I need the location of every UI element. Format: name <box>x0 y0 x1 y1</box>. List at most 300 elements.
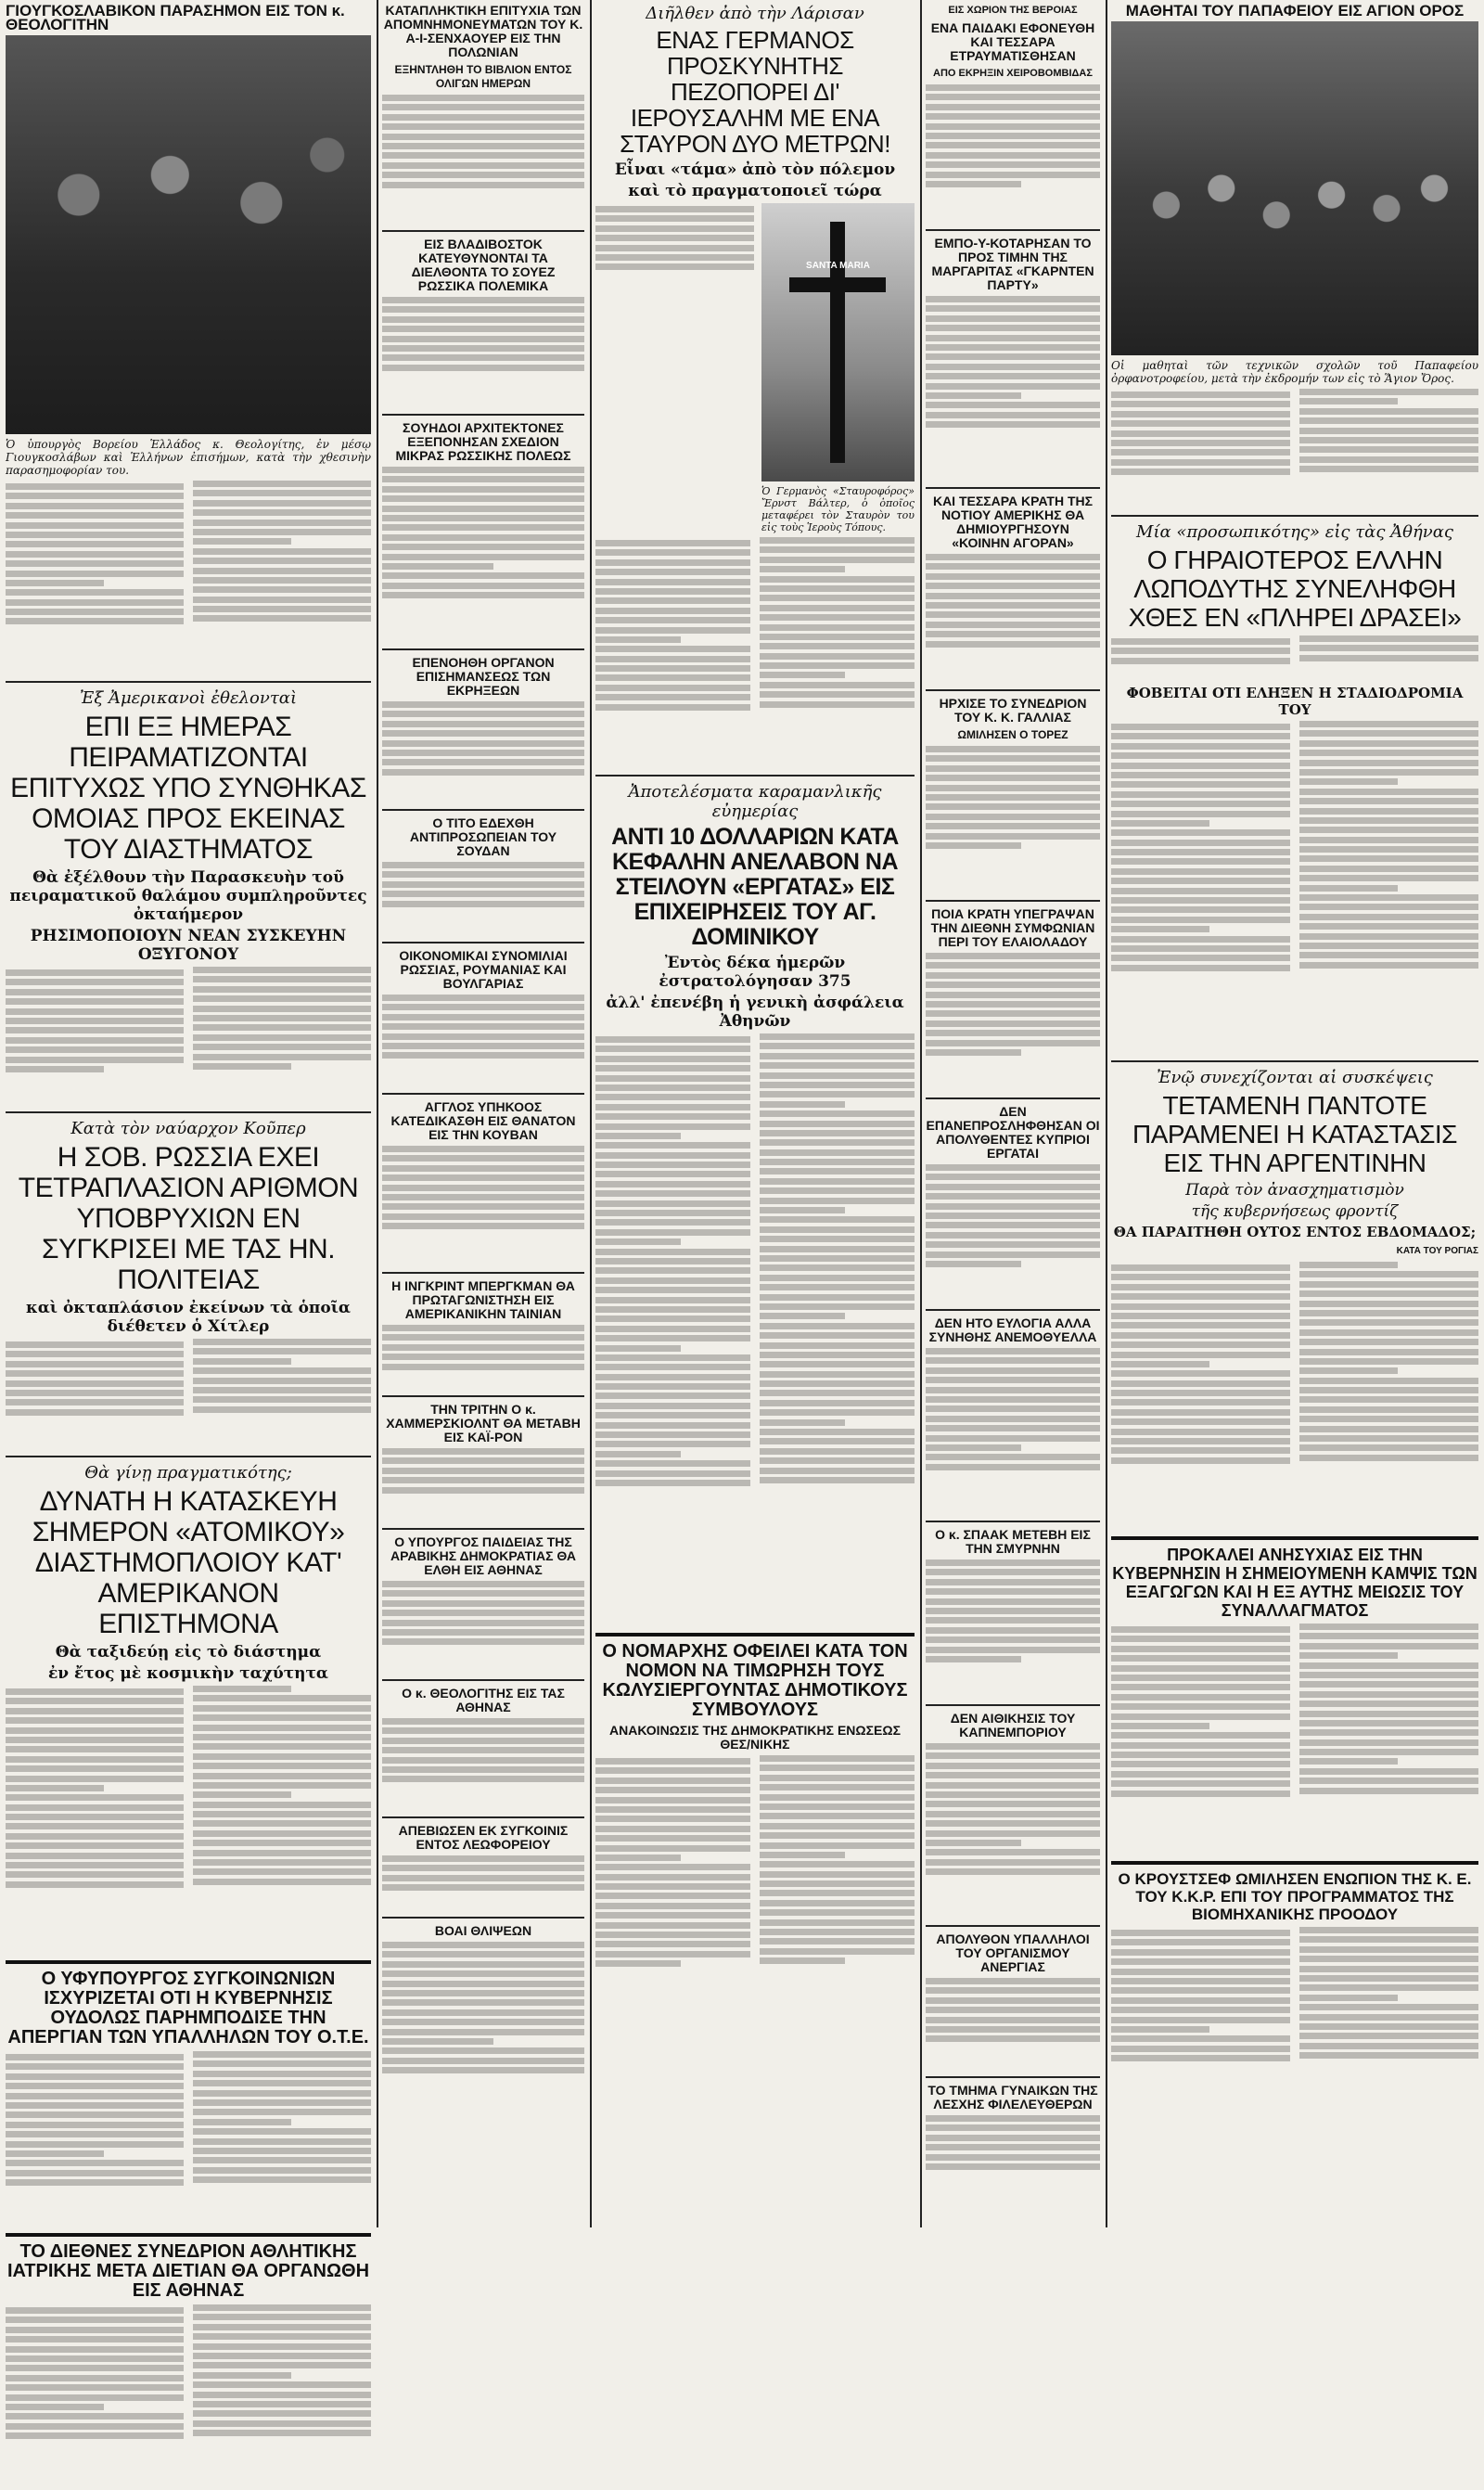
text-line <box>595 1094 750 1100</box>
article-body <box>926 296 1100 481</box>
text-line <box>382 1146 584 1152</box>
text-line <box>6 1717 184 1724</box>
text-line <box>1299 721 1478 727</box>
text-line <box>595 1451 681 1457</box>
text-line <box>193 2051 371 2058</box>
headline: Ο ΥΦΥΠΟΥΡΓΟΣ ΣΥΓΚΟΙΝΩΝΙΩΝ ΙΣΧΥΡΙΖΕΤΑΙ ΟΤΙ Η ΚΥΒΕΡΝΗΣΙΣ ΟΥΔΟΛΩΣ ΠΑΡΗΜΠΟΔΙΣΕ ΤΗΝ ΑΠΕΡΓΙΑΝ ΤΩΝ ΥΠΑΛΛΗΛΩΝ ΤΟΥ Ο.Τ.Ε. <box>7 1969 369 2047</box>
text-line <box>760 1275 915 1281</box>
text-line <box>193 2343 371 2350</box>
text-line <box>193 529 371 535</box>
text-line <box>760 1909 915 1916</box>
text-line <box>193 1734 371 1740</box>
article-body <box>926 2115 1100 2199</box>
text-line <box>193 2109 371 2115</box>
text-line <box>926 133 1100 139</box>
subheadline: ΩΜΙΛΗΣΕΝ Ο ΤΟΡΕΖ <box>957 728 1068 741</box>
text-line <box>6 1370 184 1377</box>
text-line <box>1111 2026 1209 2033</box>
text-line <box>193 500 371 507</box>
photo-students-mount-athos <box>1111 21 1478 355</box>
text-line <box>6 1833 184 1840</box>
text-line <box>382 563 493 570</box>
text-line <box>1111 658 1290 664</box>
article-body <box>1111 721 1478 1055</box>
text-line <box>1111 2035 1290 2042</box>
text-line <box>193 1406 371 1413</box>
text-line <box>6 2317 184 2323</box>
text-line <box>760 1332 915 1339</box>
text-line <box>1299 1406 1478 1413</box>
text-line <box>926 1232 1100 1239</box>
text-line <box>1111 1409 1290 1416</box>
text-line <box>760 1957 845 1964</box>
text-line <box>760 1457 915 1464</box>
headline: ΑΠΕΒΙΩΣΕΝ ΕΚ ΣΥΓΚΟΙΝΙΣ ΕΝΤΟΣ ΛΕΩΦΟΡΕΙΟΥ <box>398 1823 569 1852</box>
text-line <box>595 1345 681 1352</box>
text-line <box>382 583 584 589</box>
text-line <box>595 1335 750 1341</box>
text-line <box>6 1351 184 1357</box>
text-line <box>6 512 184 519</box>
text-line <box>926 1184 1100 1190</box>
text-line <box>760 1755 915 1762</box>
text-line <box>382 1855 584 1862</box>
column-rule <box>920 0 922 2227</box>
text-line <box>760 1043 915 1049</box>
text-line <box>193 490 371 496</box>
text-line <box>193 1791 291 1798</box>
text-line <box>760 1303 915 1310</box>
text-line <box>760 1400 915 1406</box>
text-line <box>1299 1946 1478 1953</box>
text-line <box>926 814 1100 820</box>
article-body <box>382 1718 584 1811</box>
text-line <box>1111 1313 1290 1319</box>
text-line <box>382 592 584 598</box>
text-line <box>1111 1713 1290 1720</box>
text-line <box>6 1018 184 1024</box>
photo-headline: ΜΑΘΗΤΑΙ ΤΟΥ ΠΑΠΑΦΕΙΟΥ ΕΙΣ ΑΓΙΟΝ ΟΡΟΣ <box>1125 2 1465 19</box>
text-line <box>926 1559 1100 1566</box>
text-line <box>760 1033 915 1040</box>
text-line <box>1299 1426 1478 1432</box>
text-line <box>382 1477 584 1483</box>
text-line <box>760 1130 915 1136</box>
headline: ΤΕΤΑΜΕΝΗ ΠΑΝΤΟΤΕ ΠΑΡΑΜΕΝΕΙ Η ΚΑΤΑΣΤΑΣΙΣ ΕΙΣ ΤΗΝ ΑΡΓΕΝΤΙΝΗΝ <box>1132 1091 1457 1177</box>
text-line <box>1299 1788 1478 1794</box>
text-line <box>1111 430 1290 437</box>
text-line <box>1299 798 1478 804</box>
text-line <box>926 1001 1100 1008</box>
text-line <box>382 1004 584 1010</box>
text-line <box>595 1941 750 1947</box>
text-line <box>1111 1987 1290 1994</box>
text-line <box>1299 914 1478 920</box>
text-line <box>1111 820 1209 827</box>
text-line <box>382 467 584 473</box>
text-line <box>382 2058 584 2064</box>
article-body <box>6 481 371 675</box>
article-body <box>1111 1927 1478 2112</box>
text-line <box>1111 965 1290 971</box>
article-body <box>382 995 584 1087</box>
text-line <box>595 215 754 222</box>
text-line <box>1111 781 1290 788</box>
text-line <box>193 1024 371 1031</box>
text-line <box>1111 1418 1290 1425</box>
kicker: Ἐνῷ συνεχίζονται αἱ συσκέψεις <box>1157 1068 1433 1087</box>
article-body <box>382 701 584 803</box>
text-line <box>382 711 584 717</box>
text-line <box>926 383 1100 390</box>
text-line <box>1299 1749 1478 1755</box>
text-line <box>1111 917 1290 923</box>
article-body <box>382 1942 584 2127</box>
article-body <box>1111 1262 1478 1531</box>
text-line <box>926 1588 1100 1595</box>
text-line <box>1111 1930 1290 1936</box>
text-line <box>926 2154 1100 2161</box>
text-line <box>595 1806 750 1813</box>
text-line <box>382 1766 584 1773</box>
text-line <box>382 1718 584 1725</box>
article-body <box>926 1164 1100 1303</box>
text-line <box>760 653 915 660</box>
text-line <box>1299 923 1478 930</box>
text-line <box>1111 1390 1290 1396</box>
headline: ΒΟΑΙ ΘΛΙΨΕΩΝ <box>434 1923 532 1938</box>
text-line <box>760 1438 915 1444</box>
article-body <box>926 554 1100 684</box>
text-line <box>1299 1378 1478 1384</box>
text-line <box>760 1352 915 1358</box>
text-line <box>193 2128 371 2135</box>
text-line <box>6 2170 184 2176</box>
text-line <box>926 2035 1100 2042</box>
text-line <box>1111 1675 1290 1681</box>
text-line <box>382 572 584 579</box>
headline: ΣΟΥΗΔΟΙ ΑΡΧΙΤΕΚΤΟΝΕΣ ΕΞΕΠΟΝΗΣΑΝ ΣΧΕΔΙΟΝ ΜΙΚΡΑΣ ΡΩΣΣΙΚΗΣ ΠΟΛΕΩΣ <box>395 420 571 463</box>
text-line <box>1299 1768 1478 1775</box>
text-line <box>382 1023 584 1030</box>
text-line <box>926 1213 1100 1219</box>
text-line <box>760 1813 915 1819</box>
text-line <box>595 1480 750 1486</box>
text-line <box>1111 840 1290 846</box>
text-line <box>6 969 184 976</box>
text-line <box>382 2019 584 2025</box>
text-line <box>926 1010 1100 1017</box>
text-line <box>1111 411 1290 417</box>
text-line <box>1111 1978 1290 1984</box>
text-line <box>1111 1370 1290 1377</box>
text-line <box>926 1811 1100 1817</box>
text-line <box>595 245 754 251</box>
text-line <box>193 1763 371 1769</box>
text-line <box>926 962 1100 969</box>
text-line <box>193 1348 371 1354</box>
text-line <box>382 769 584 776</box>
text-line <box>1299 1984 1478 1991</box>
text-line <box>193 1054 371 1060</box>
text-line <box>595 1903 750 1909</box>
text-line <box>193 2138 371 2145</box>
text-line <box>382 759 584 765</box>
text-line <box>926 113 1100 120</box>
text-line <box>193 2080 371 2086</box>
text-line <box>6 1765 184 1772</box>
text-line <box>595 1797 750 1803</box>
text-line <box>6 1727 184 1734</box>
text-line <box>1299 1396 1478 1403</box>
text-line <box>1299 1319 1478 1326</box>
text-line <box>595 1046 750 1052</box>
text-line <box>595 1354 750 1361</box>
text-line <box>1299 1681 1478 1688</box>
text-line <box>1111 2007 1290 2013</box>
text-line <box>1111 1636 1290 1642</box>
text-line <box>193 1006 371 1012</box>
text-line <box>926 1840 1021 1846</box>
text-line <box>1299 1691 1478 1698</box>
text-line <box>926 1405 1100 1412</box>
text-line <box>595 1036 750 1043</box>
text-line <box>595 656 750 662</box>
text-line <box>926 172 1100 178</box>
text-line <box>760 1198 915 1204</box>
text-line <box>760 1091 915 1097</box>
text-line <box>926 2115 1100 2122</box>
text-line <box>926 1830 1100 1837</box>
text-line <box>926 622 1100 628</box>
text-line <box>760 605 915 611</box>
text-line <box>595 235 754 241</box>
text-line <box>926 152 1100 159</box>
headline: Ο κ. ΣΠΑΑΚ ΜΕΤΕΒΗ ΕΙΣ ΤΗΝ ΣΜΥΡΝΗΝ <box>935 1527 1091 1556</box>
text-line <box>1111 1684 1290 1690</box>
text-line <box>595 627 750 634</box>
text-line <box>382 306 584 313</box>
article-body <box>382 1325 584 1390</box>
text-line <box>193 1725 371 1731</box>
text-line <box>926 631 1100 637</box>
text-line <box>6 2054 184 2060</box>
column-2 <box>382 0 584 2227</box>
text-line <box>595 1326 750 1332</box>
text-line <box>382 476 584 482</box>
text-line <box>382 2029 584 2035</box>
text-line <box>6 2083 184 2089</box>
text-line <box>193 548 371 555</box>
text-line <box>193 481 371 487</box>
text-line <box>926 1752 1100 1759</box>
text-line <box>193 2401 371 2407</box>
text-line <box>193 995 371 1002</box>
text-line <box>1299 778 1398 785</box>
text-line <box>193 538 291 545</box>
text-line <box>926 1251 1100 1258</box>
text-line <box>926 305 1100 312</box>
text-line <box>382 1638 584 1645</box>
text-line <box>382 1747 584 1753</box>
text-line <box>760 1890 915 1896</box>
text-line <box>193 2148 371 2154</box>
text-line <box>6 1871 184 1878</box>
text-line <box>760 1187 915 1194</box>
text-line <box>1111 391 1290 398</box>
text-line <box>595 1778 750 1784</box>
text-line <box>193 1034 371 1041</box>
text-line <box>1111 829 1290 836</box>
text-line <box>382 730 584 737</box>
text-line <box>926 373 1100 379</box>
text-line <box>595 1123 750 1130</box>
text-line <box>926 1222 1100 1228</box>
text-line <box>595 1932 750 1938</box>
text-line <box>595 1460 750 1467</box>
text-line <box>193 1879 371 1885</box>
text-line <box>1299 933 1478 940</box>
text-line <box>1111 638 1290 645</box>
text-line <box>382 721 584 727</box>
text-line <box>760 1159 915 1165</box>
text-line <box>382 1165 584 1172</box>
text-line <box>760 1264 915 1271</box>
column-1 <box>6 0 371 2301</box>
text-line <box>926 142 1100 148</box>
text-line <box>760 566 845 572</box>
text-line <box>1299 1290 1478 1297</box>
text-line <box>1111 1332 1290 1339</box>
column-rule <box>590 0 592 2227</box>
text-line <box>926 1203 1100 1210</box>
text-line <box>382 2047 584 2054</box>
text-line <box>1111 849 1290 855</box>
headline: Η ΙΝΓΚΡΙΝΤ ΜΠΕΡΓΚΜΑΝ ΘΑ ΠΡΩΤΑΓΩΝΙΣΤΗΣΗ ΕΙΣ ΑΜΕΡΙΚΑΝΙΚΗΝ ΤΑΙΝΙΑΝ <box>391 1278 575 1321</box>
text-line <box>926 335 1100 341</box>
text-line <box>382 345 584 352</box>
text-line <box>926 94 1100 100</box>
photo-caption: Ὁ Γερμανὸς «Σταυροφόρος» Ἔρνστ Βάλτερ, ὁ ὁποῖος μεταφέρει τὸν Σταυρὸν του εἰς τοὺς Ἱεροὺς Τόπους. <box>761 485 915 533</box>
text-line <box>760 1371 915 1378</box>
text-line <box>193 1358 291 1365</box>
text-line <box>595 685 750 691</box>
text-line <box>760 1255 915 1262</box>
text-line <box>595 1787 750 1793</box>
article-body <box>595 537 915 769</box>
text-line <box>1299 1975 1478 1982</box>
text-line <box>926 785 1100 791</box>
headline: ΔΕΝ ΕΠΑΝΕΠΡΟΣΛΗΦΘΗΣΑΝ ΟΙ ΑΠΟΛΥΘΕΝΤΕΣ ΚΥΠΡΙΟΙ ΕΡΓΑΤΑΙ <box>926 1104 1100 1161</box>
text-line <box>1299 789 1478 795</box>
text-line <box>760 1178 915 1185</box>
text-line <box>760 1409 915 1416</box>
text-line <box>382 2067 584 2073</box>
text-line <box>760 1207 845 1213</box>
text-line <box>1299 1435 1478 1442</box>
text-line <box>6 589 184 596</box>
column-rule <box>1106 0 1107 2227</box>
text-line <box>1111 801 1290 807</box>
text-line <box>6 2355 184 2362</box>
text-line <box>382 1174 584 1181</box>
text-line <box>382 326 584 332</box>
text-line <box>1299 645 1478 651</box>
article-body <box>382 95 584 225</box>
text-line <box>595 1364 750 1370</box>
text-line <box>595 1297 750 1303</box>
text-line <box>926 84 1100 91</box>
text-line <box>760 1871 915 1878</box>
text-line <box>926 1997 1100 2004</box>
text-line <box>595 1826 750 1832</box>
text-line <box>1111 1322 1290 1328</box>
text-line <box>1111 1694 1290 1701</box>
text-line <box>1299 428 1478 434</box>
text-line <box>193 2071 371 2077</box>
text-line <box>595 1374 750 1380</box>
text-line <box>595 1855 681 1861</box>
text-line <box>595 1960 681 1967</box>
text-line <box>1111 468 1290 475</box>
text-line <box>1111 1274 1290 1280</box>
text-line <box>926 563 1100 570</box>
text-line <box>926 344 1100 351</box>
text-line <box>193 558 371 564</box>
text-line <box>1111 1361 1209 1367</box>
text-line <box>193 1378 371 1384</box>
text-line <box>193 577 371 584</box>
text-line <box>6 1842 184 1849</box>
text-line <box>595 1162 750 1168</box>
text-line <box>6 2413 184 2419</box>
text-line <box>1299 1281 1478 1288</box>
text-line <box>760 1765 915 1771</box>
text-line <box>193 1773 371 1779</box>
headline: ΚΑΤΑΠΛΗΚΤΙΚΗ ΕΠΙΤΥΧΙΑ ΤΩΝ ΑΠΟΜΝΗΜΟΝΕΥΜΑΤΩΝ ΤΟΥ Κ. Α-Ι-ΣΕΝΧΑΟΥΕΡ ΕΙΣ ΤΗΝ ΠΟΛΩΝΙΑΝ <box>383 3 583 59</box>
text-line <box>926 1608 1100 1614</box>
text-line <box>193 1830 371 1837</box>
text-line <box>595 1951 750 1957</box>
text-line <box>1299 1271 1478 1277</box>
text-line <box>1111 811 1290 817</box>
text-line <box>382 297 584 303</box>
text-line <box>595 1200 750 1207</box>
text-line <box>595 1287 750 1293</box>
text-line <box>760 1929 915 1935</box>
text-line <box>1111 1742 1290 1749</box>
text-line <box>382 901 584 907</box>
text-line <box>1299 1367 1398 1374</box>
text-line <box>382 1951 584 1957</box>
text-line <box>1111 936 1290 943</box>
text-line <box>926 104 1100 110</box>
text-line <box>1299 1711 1478 1717</box>
text-line <box>382 336 584 342</box>
article-body <box>926 1559 1100 1699</box>
text-line <box>6 483 184 490</box>
text-line <box>1299 466 1478 472</box>
text-line <box>1299 1387 1478 1393</box>
text-line <box>926 842 1021 849</box>
text-line <box>382 871 584 878</box>
text-line <box>382 114 584 121</box>
column-4 <box>926 0 1100 2227</box>
text-line <box>926 1772 1100 1778</box>
text-line <box>1299 456 1478 463</box>
text-line <box>193 1743 371 1750</box>
text-line <box>926 746 1100 752</box>
